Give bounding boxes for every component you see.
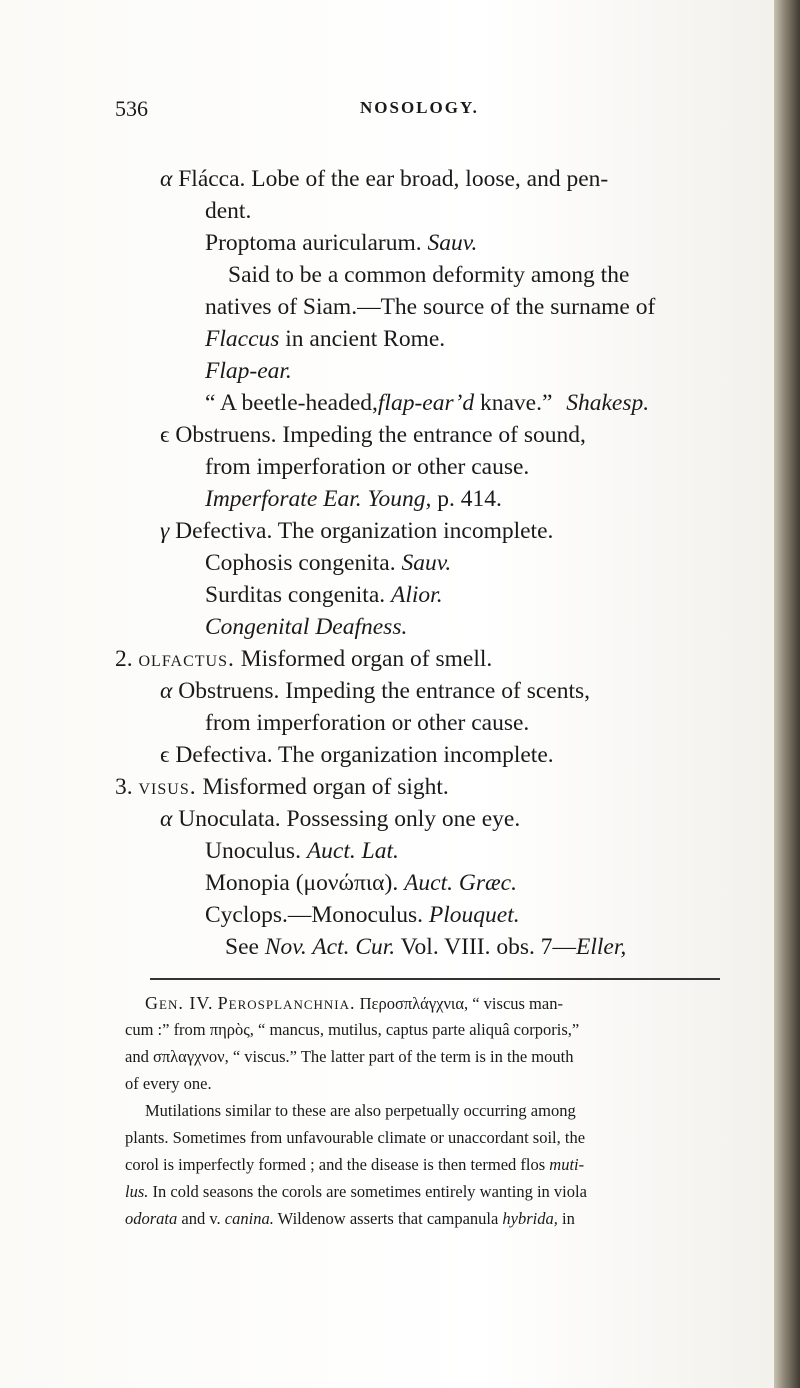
footnote-line-7: corol is imperfectly formed ; and the disease is then termed flos muti- (125, 1155, 585, 1174)
footnote-line-5: Mutilations similar to these are also perpetually occurring among (145, 1101, 576, 1120)
footnote-line-1: Gen. IV. Perosplanchnia. Περοσπλάγχνια, “ viscus man- (145, 993, 563, 1013)
body-line-12: γ Defectiva. The organization incomplete. (160, 518, 554, 544)
body-line-13: Cophosis congenita. Sauv. (205, 550, 452, 576)
body-line-22: Unoculus. Auct. Lat. (205, 838, 399, 864)
body-line-16: 2. olfactus. Misformed organ of smell. (115, 646, 493, 672)
footnote-line-2: cum :” from πηρὸς, “ mancus, mutilus, captus parte aliquâ corporis,” (125, 1020, 580, 1039)
variety-marker: α (160, 806, 173, 832)
species-name: visus. (138, 774, 197, 800)
body-line-14: Surditas congenita. Alior. (205, 582, 443, 608)
variety-marker: γ (160, 518, 170, 544)
footnote-line-9: odorata and v. canina. Wildenow asserts that campanula hybrida, in (125, 1209, 575, 1228)
running-head: NOSOLOGY. (360, 98, 479, 117)
body-line-15: Congenital Deafness. (205, 614, 408, 640)
footnote-line-4: of every one. (125, 1074, 212, 1093)
body-line-18: from imperforation or other cause. (205, 710, 530, 736)
body-line-10: from imperforation or other cause. (205, 454, 530, 480)
variety-marker: ϵ (160, 422, 170, 448)
footnote-line-8: lus. In cold seasons the corols are sometimes entirely wanting in viola (125, 1182, 587, 1201)
body-line-24: Cyclops.—Monoculus. Plouquet. (205, 902, 520, 928)
species-name: olfactus. (138, 646, 235, 672)
footnote-line-6: plants. Sometimes from unfavourable climate or unaccordant soil, the (125, 1128, 586, 1147)
footnote-rule (150, 978, 720, 980)
variety-marker: α (160, 166, 173, 192)
body-line-11: Imperforate Ear. Young, p. 414. (205, 486, 502, 512)
body-line-23: Monopia (μονώπια). Auct. Græc. (205, 870, 517, 896)
body-line-9: ϵ Obstruens. Impeding the entrance of sound, (160, 422, 586, 448)
body-line-2: dent. (205, 198, 252, 224)
variety-marker: α (160, 678, 173, 704)
body-line-6: Flaccus in ancient Rome. (205, 326, 446, 352)
body-line-1: α Flácca. Lobe of the ear broad, loose, and pen- (160, 166, 609, 192)
page-number: 536 (115, 96, 148, 121)
body-line-8: “ A beetle-headed,flap-ear’d knave.” Shakesp. (205, 390, 650, 416)
body-line-21: α Unoculata. Possessing only one eye. (160, 806, 521, 832)
body-line-7: Flap-ear. (205, 358, 292, 384)
page-header (115, 96, 735, 126)
body-line-3: Proptoma auricularum. Sauv. (205, 230, 478, 256)
body-line-17: α Obstruens. Impeding the entrance of scents, (160, 678, 590, 704)
body-line-19: ϵ Defectiva. The organization incomplete. (160, 742, 554, 768)
page-binding-edge (774, 0, 800, 1388)
body-line-20: 3. visus. Misformed organ of sight. (115, 774, 449, 800)
body-line-5: natives of Siam.—The source of the surname of (205, 294, 656, 320)
variety-marker: ϵ (160, 742, 170, 768)
footnote-line-3: and σπλαγχνον, “ viscus.” The latter part of the term is in the mouth (125, 1047, 574, 1066)
body-line-4: Said to be a common deformity among the (228, 262, 630, 288)
body-line-25: See Nov. Act. Cur. Vol. VIII. obs. 7—Eller, (225, 934, 627, 960)
